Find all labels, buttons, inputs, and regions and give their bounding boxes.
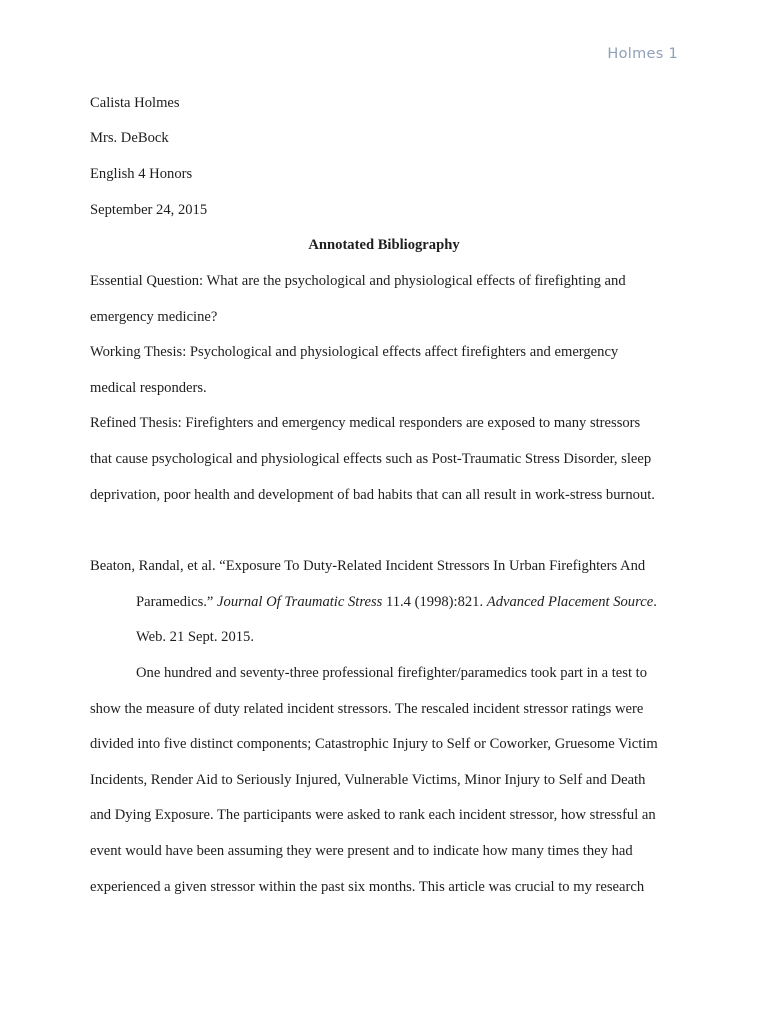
working-thesis-line-1: Working Thesis: Psychological and physiological effects affect firefighters and emergency: [90, 344, 619, 360]
citation-line-3: Web. 21 Sept. 2015.: [136, 629, 254, 645]
annotation-line-2: show the measure of duty related incident stressors. The rescaled incident stressor ratings were: [90, 701, 644, 717]
annotation-line-5: and Dying Exposure. The participants were asked to rank each incident stressor, how stressful an: [90, 807, 656, 823]
annotation-line-4: Incidents, Render Aid to Seriously Injured, Vulnerable Victims, Minor Injury to Self and Death: [90, 772, 646, 788]
essential-question-line-1: Essential Question: What are the psychological and physiological effects of firefighting and: [90, 273, 626, 289]
document-date: September 24, 2015: [90, 202, 208, 218]
citation-line-2: [136, 593, 657, 611]
student-name: Calista Holmes: [90, 95, 180, 111]
running-head: Holmes 1: [607, 46, 678, 62]
annotation-line-7: experienced a given stressor within the past six months. This article was crucial to my research: [90, 879, 645, 895]
document-title: Annotated Bibliography: [308, 237, 460, 253]
working-thesis-line-2: medical responders.: [90, 380, 207, 396]
teacher-name: Mrs. DeBock: [90, 130, 169, 146]
annotation-line-6: event would have been assuming they were present and to indicate how many times they had: [90, 843, 633, 859]
journal-title: Journal Of Traumatic Stress: [217, 594, 383, 610]
database-title: Advanced Placement Source: [486, 594, 654, 610]
refined-thesis-line-1: Refined Thesis: Firefighters and emergency medical responders are exposed to many stressors: [90, 415, 641, 431]
citation-text-mid: 11.4 (1998):821.: [382, 594, 487, 610]
citation-text-pre: Paramedics.”: [136, 594, 218, 610]
citation-text-post: .: [653, 594, 657, 610]
citation-line-1: Beaton, Randal, et al. “Exposure To Duty-Related Incident Stressors In Urban Firefighters And: [90, 558, 646, 574]
refined-thesis-line-3: deprivation, poor health and development of bad habits that can all result in work-stress burnout.: [90, 487, 655, 503]
course-name: English 4 Honors: [90, 166, 193, 182]
annotation-line-1: One hundred and seventy-three professional firefighter/paramedics took part in a test to: [136, 665, 648, 681]
essential-question-line-2: emergency medicine?: [90, 309, 218, 325]
annotation-line-3: divided into five distinct components; Catastrophic Injury to Self or Coworker, Gruesome Victim: [90, 736, 658, 752]
refined-thesis-line-2: that cause psychological and physiological effects such as Post-Traumatic Stress Disorder, sleep: [90, 451, 652, 467]
